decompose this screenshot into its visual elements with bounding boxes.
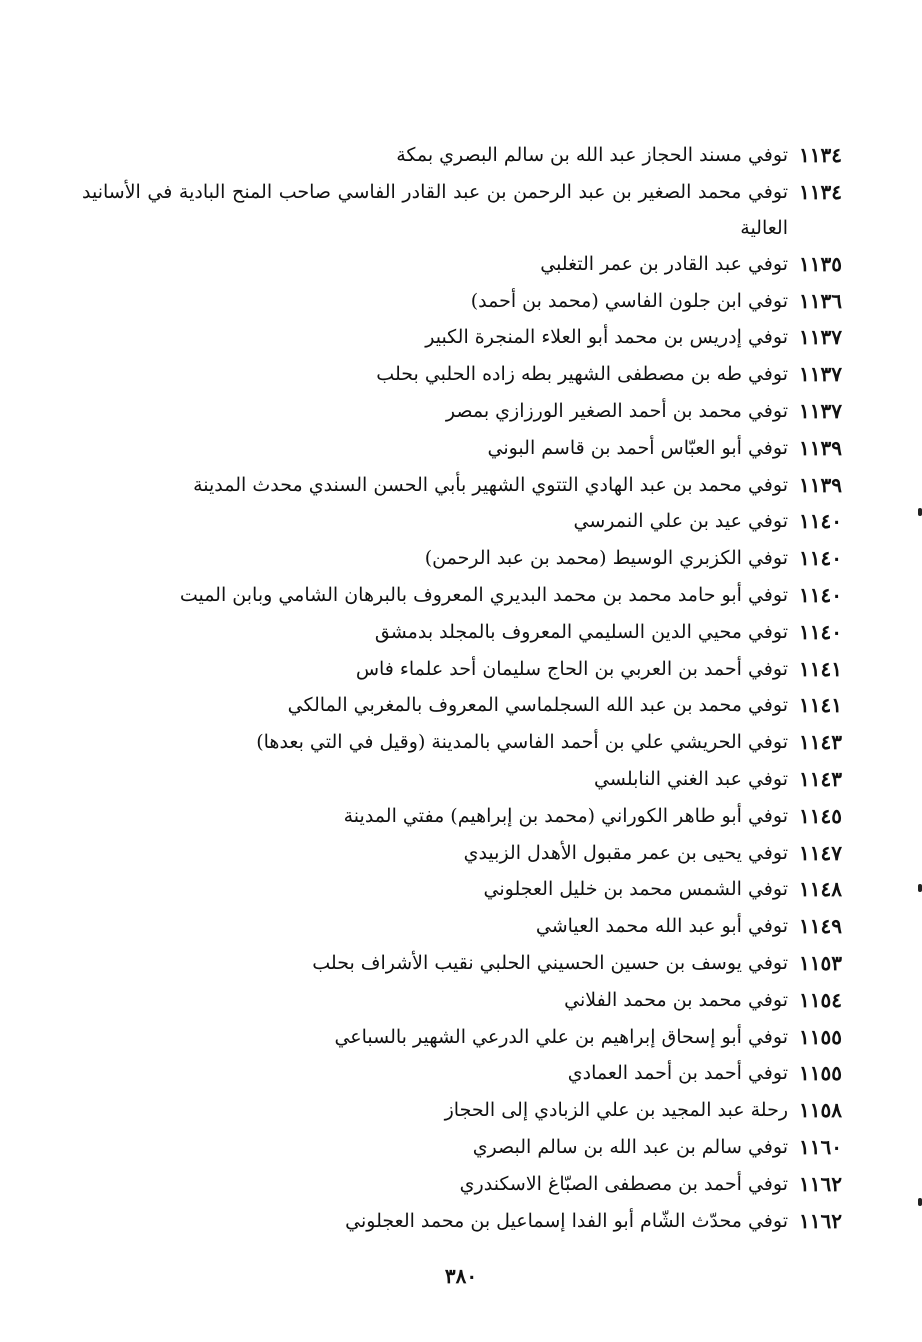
entry-text: توفي عبد القادر بن عمر التغلبي — [540, 252, 788, 275]
entry-text: توفي إدريس بن محمد أبو العلاء المنجرة الكبير — [425, 326, 788, 349]
entry-year: ١١٣٧ — [799, 398, 842, 423]
chronology-entry — [82, 1129, 842, 1166]
entry-text: توفي أبو حامد محمد بن محمد البديري المعروف بالبرهان الشامي وبابن الميت — [179, 583, 788, 606]
entry-year: ١١٣٤ — [799, 179, 842, 204]
entry-year: ١١٣٩ — [799, 472, 842, 497]
page-number: ٣٨٠ — [444, 1264, 478, 1288]
entry-year: ١١٣٤ — [799, 143, 842, 167]
chronology-entry — [82, 835, 842, 872]
entry-text: توفي الشمس محمد بن خليل العجلوني — [483, 878, 788, 901]
chronology-entry — [82, 540, 842, 577]
entry-text: توفي محمد بن محمد الفلاني — [564, 988, 788, 1011]
entry-year: ١١٤٠ — [799, 546, 842, 571]
entry-text: توفي محدّث الشّام أبو الفدا إسماعيل بن محمد العجلوني — [345, 1209, 788, 1232]
entry-year: ١١٣٧ — [799, 325, 842, 350]
chronology-entry — [82, 798, 842, 835]
entry-year: ١١٦٠ — [799, 1134, 842, 1159]
entry-text: توفي محمد بن عبد الله السجلماسي المعروف بالمغربي المالكي — [287, 694, 788, 717]
chronology-entry — [82, 982, 842, 1019]
entry-text: توفي الكزبري الوسيط (محمد بن عبد الرحمن) — [424, 547, 788, 570]
chronology-entry — [82, 430, 842, 467]
entry-text: توفي أبو طاهر الكوراني (محمد بن إبراهيم) مفتي المدينة — [343, 804, 788, 827]
chronology-entry — [82, 945, 842, 982]
entry-year: ١١٤٣ — [799, 730, 842, 755]
entry-year: ١١٦٢ — [799, 1171, 842, 1196]
chronology-entry — [82, 319, 842, 356]
entry-text: توفي سالم بن عبد الله بن سالم البصري — [472, 1135, 788, 1158]
chronology-entry — [82, 651, 842, 688]
entry-year: ١١٤٠ — [799, 509, 842, 534]
margin-mark — [918, 508, 922, 516]
margin-mark — [918, 884, 922, 892]
entry-year: ١١٦٢ — [799, 1208, 842, 1233]
entry-text: توفي عبد الغني النابلسي — [594, 767, 788, 790]
entry-year: ١١٥٨ — [799, 1098, 842, 1123]
entry-text: توفي أبو عبد الله محمد العياشي — [535, 915, 788, 938]
entry-year: ١١٣٩ — [799, 435, 842, 460]
chronology-entry — [82, 761, 842, 798]
chronology-entry — [82, 1055, 842, 1092]
chronology-entry — [82, 356, 842, 393]
chronology-entry — [82, 1166, 842, 1203]
entry-text: توفي محمد الصغير بن عبد الرحمن بن عبد القادر الفاسي صاحب المنح البادية في الأسانيد العالية — [82, 180, 788, 239]
chronology-entry — [82, 614, 842, 651]
entry-year: ١١٤١ — [799, 693, 842, 718]
entry-year: ١١٤١ — [799, 656, 842, 681]
entry-text: توفي محمد بن عبد الهادي التتوي الشهير بأبي الحسن السندي محدث المدينة — [193, 473, 788, 496]
chronology-entry — [82, 393, 842, 430]
entry-year: ١١٤٧ — [799, 840, 842, 865]
entry-text: توفي طه بن مصطفى الشهير بطه زاده الحلبي بحلب — [376, 363, 788, 386]
chronology-list — [82, 137, 842, 1239]
entry-year: ١١٣٥ — [799, 251, 842, 276]
entry-text: توفي مسند الحجاز عبد الله بن سالم البصري بمكة — [396, 144, 788, 166]
entry-text: توفي أبو العبّاس أحمد بن قاسم البوني — [487, 436, 788, 459]
entry-text: توفي أحمد بن العربي بن الحاج سليمان أحد علماء فاس — [355, 657, 788, 680]
entry-year: ١١٥٥ — [799, 1061, 842, 1086]
entry-year: ١١٤٥ — [799, 803, 842, 828]
chronology-entry — [82, 687, 842, 724]
entry-text: توفي أحمد بن أحمد العمادي — [567, 1062, 788, 1085]
entry-year: ١١٥٤ — [799, 987, 842, 1012]
entry-text: توفي أحمد بن مصطفى الصبّاغ الاسكندري — [459, 1172, 788, 1195]
entry-year: ١١٤٠ — [799, 582, 842, 607]
chronology-entry — [82, 174, 842, 246]
chronology-entry — [82, 503, 842, 540]
entry-text: توفي ابن جلون الفاسي (محمد بن أحمد) — [470, 289, 788, 312]
entry-year: ١١٣٦ — [799, 288, 842, 313]
chronology-entry — [82, 724, 842, 761]
entry-text: توفي يحيى بن عمر مقبول الأهدل الزبيدي — [463, 841, 788, 864]
entry-year: ١١٥٣ — [799, 950, 842, 975]
chronology-entry — [82, 283, 842, 320]
entry-year: ١١٥٥ — [799, 1024, 842, 1049]
entry-text: توفي عيد بن علي النمرسي — [573, 510, 788, 533]
entry-text: توفي محيي الدين السليمي المعروف بالمجلد بدمشق — [374, 620, 788, 643]
chronology-entry — [82, 1092, 842, 1129]
chronology-entry — [82, 908, 842, 945]
entry-text: رحلة عبد المجيد بن علي الزبادي إلى الحجاز — [444, 1099, 788, 1122]
chronology-entry — [82, 137, 842, 174]
entry-text: توفي محمد بن أحمد الصغير الورزازي بمصر — [445, 399, 788, 422]
chronology-entry — [82, 871, 842, 908]
margin-mark — [918, 1198, 922, 1206]
entry-year: ١١٤٨ — [799, 877, 842, 902]
entry-text: توفي يوسف بن حسين الحسيني الحلبي نقيب الأشراف بحلب — [312, 951, 788, 974]
chronology-entry — [82, 577, 842, 614]
entry-year: ١١٣٧ — [799, 362, 842, 387]
chronology-entry — [82, 1019, 842, 1056]
chronology-entry — [82, 467, 842, 504]
entry-text: توفي الحريشي علي بن أحمد الفاسي بالمدينة (وقيل في التي بعدها) — [256, 731, 788, 754]
chronology-entry — [82, 246, 842, 283]
chronology-entry — [82, 1203, 842, 1240]
entry-year: ١١٤٠ — [799, 619, 842, 644]
entry-year: ١١٤٣ — [799, 766, 842, 791]
entry-year: ١١٤٩ — [799, 914, 842, 939]
entry-text: توفي أبو إسحاق إبراهيم بن علي الدرعي الشهير بالسباعي — [334, 1025, 788, 1048]
